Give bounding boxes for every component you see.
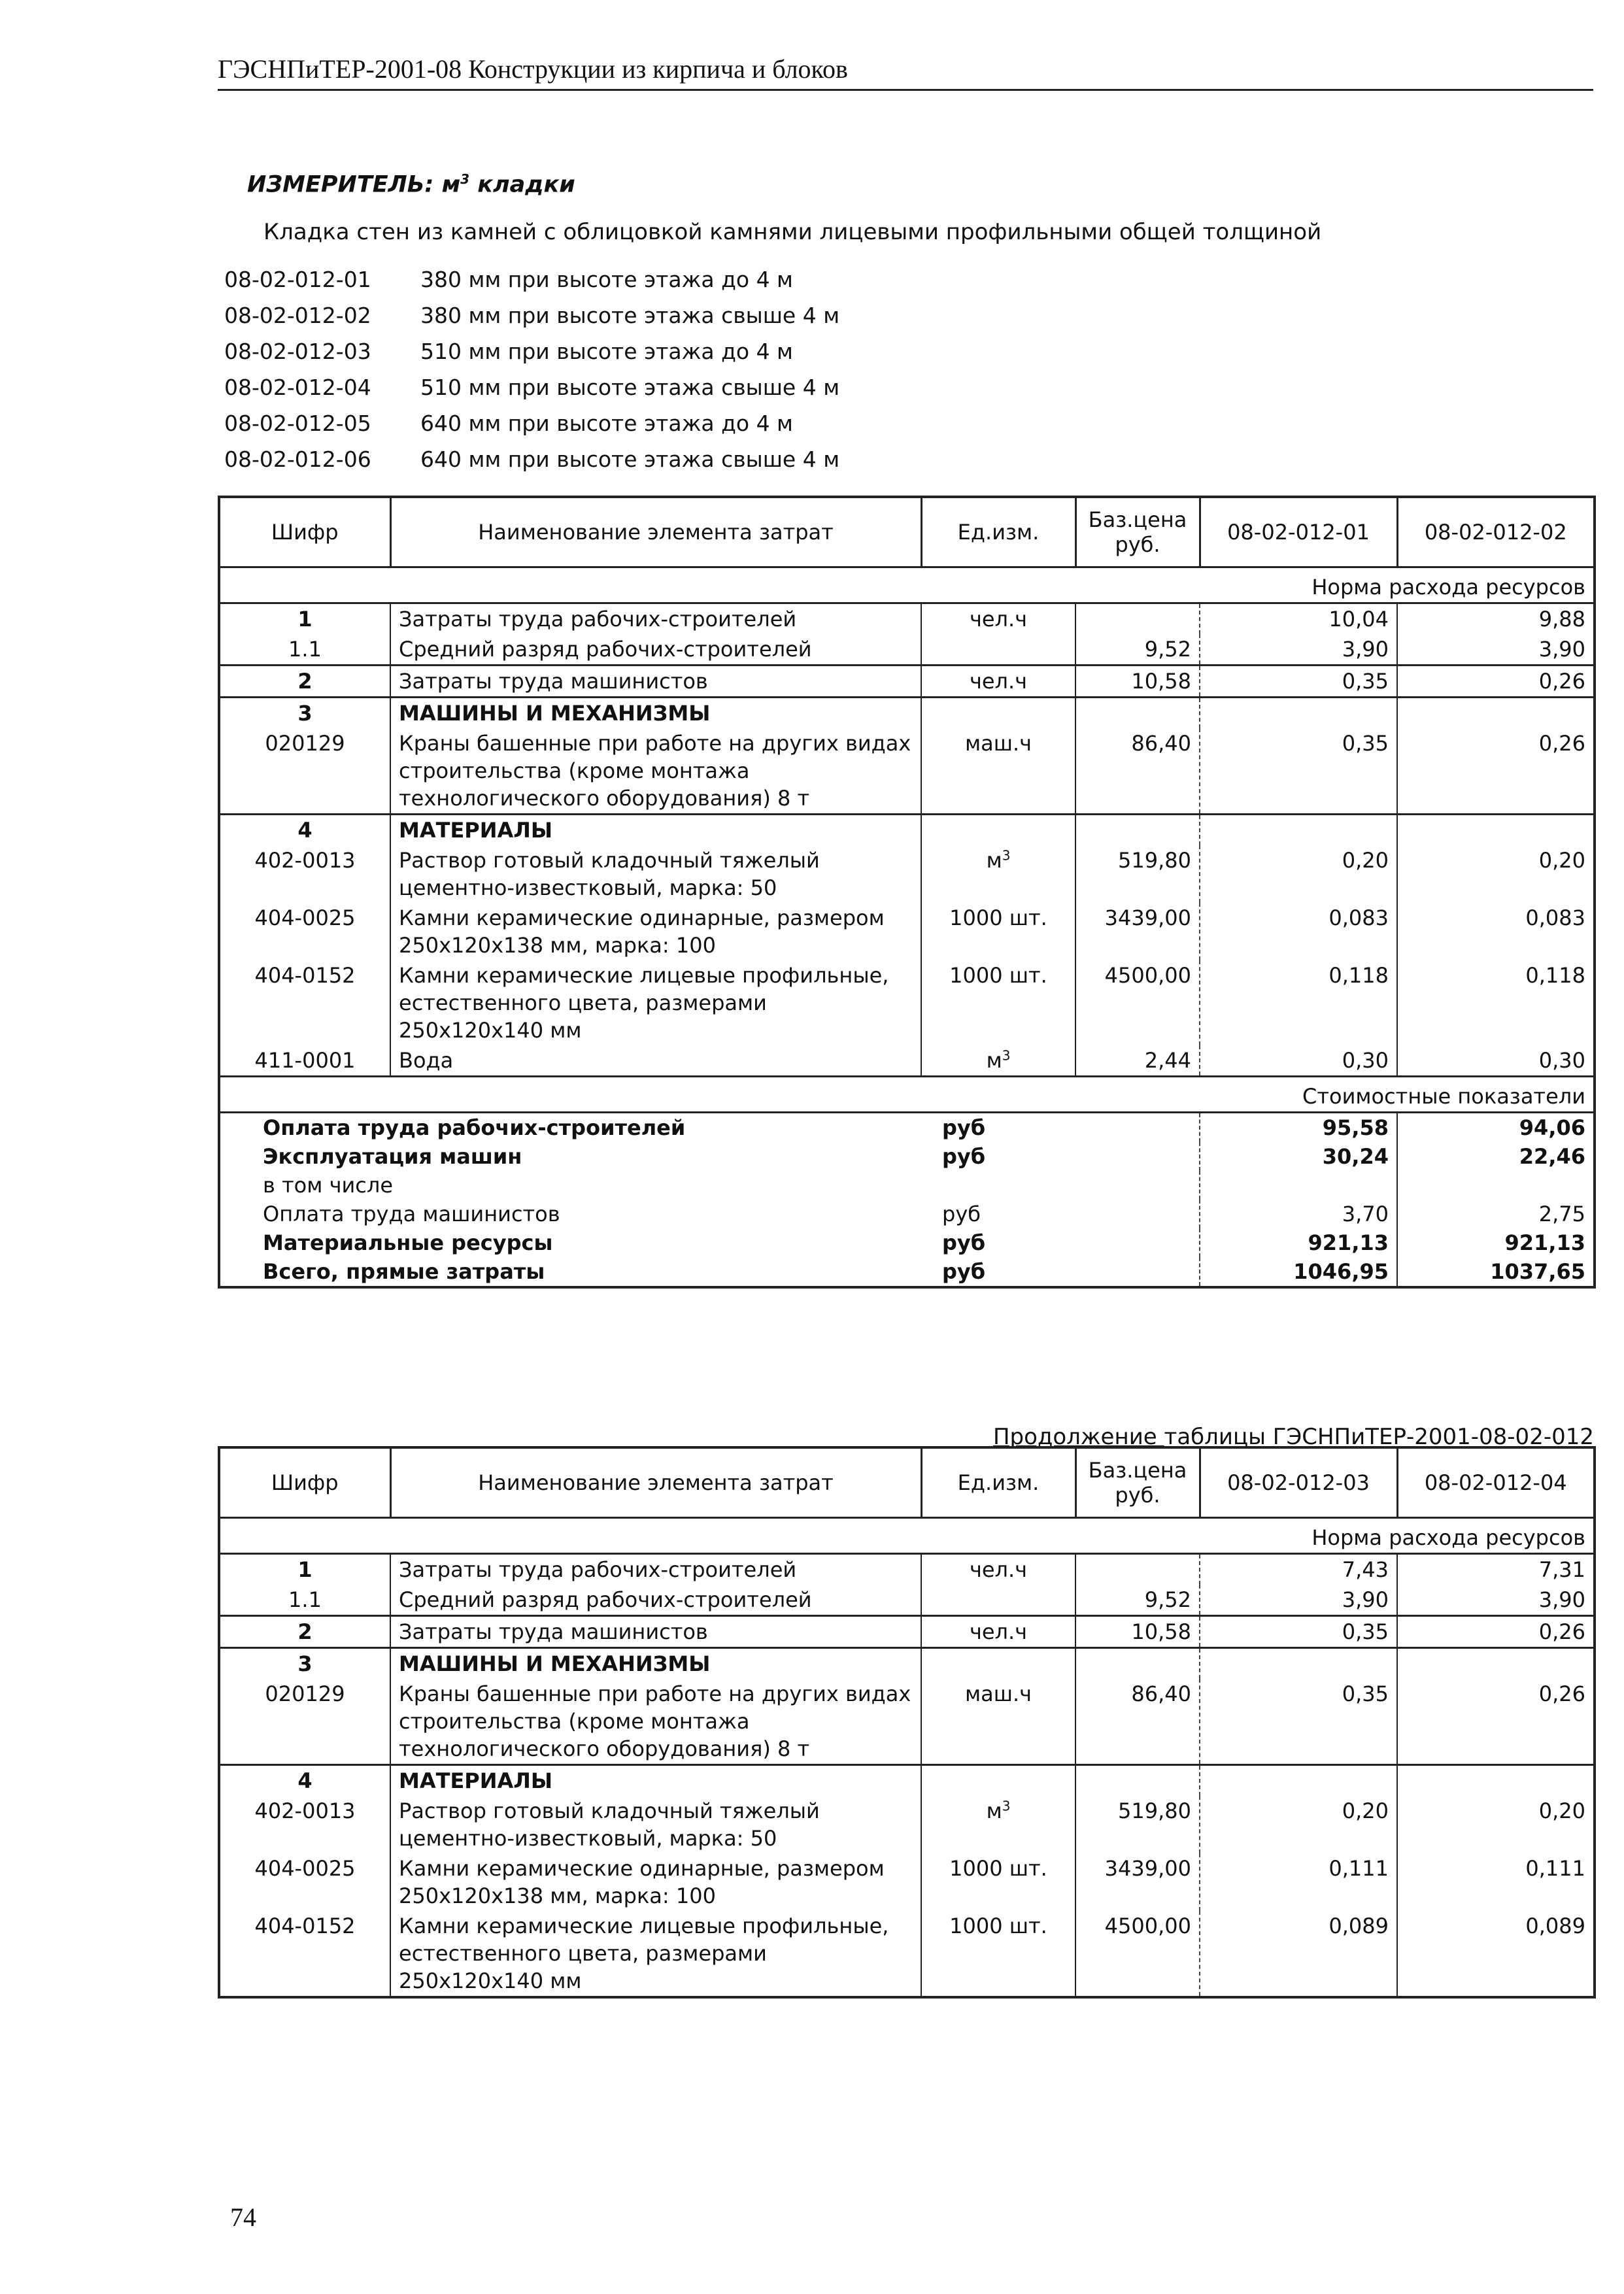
cost-value-b: [1397, 1171, 1595, 1200]
row-code: 1: [219, 603, 390, 635]
table-row: [219, 1616, 1595, 1648]
col-header-price-line2: руб.: [1115, 532, 1160, 557]
row-price: 3439,00: [1075, 903, 1200, 960]
row-name: Камни керамические лицевые профильные, естественного цвета, размерами 250х120х140 мм: [390, 1911, 921, 1997]
row-name: МАТЕРИАЛЫ: [390, 815, 921, 846]
row-value-a: 0,35: [1200, 666, 1397, 698]
row-price: 519,80: [1075, 845, 1200, 903]
row-unit-sup: 3: [1002, 1798, 1011, 1814]
row-name: Затраты труда рабочих-строителей: [390, 1554, 921, 1585]
cost-value-a: [1200, 1171, 1397, 1200]
row-code: 404-0152: [219, 960, 390, 1045]
measure-unit-sup: 3: [460, 171, 470, 187]
row-price: [1075, 1554, 1200, 1585]
row-unit-text: м: [986, 1048, 1002, 1073]
page-number: 74: [230, 2202, 256, 2232]
table-row: [219, 845, 1595, 903]
row-name: МАШИНЫ И МЕХАНИЗМЫ: [390, 1648, 921, 1679]
code-list-code: 08-02-012-01: [224, 267, 371, 292]
row-unit: 1000 шт.: [921, 960, 1075, 1045]
row-code: 020129: [219, 1679, 390, 1765]
row-value-b: [1397, 815, 1595, 846]
col-header-price-line1: Баз.цена: [1088, 507, 1187, 532]
col-header-name: Наименование элемента затрат: [390, 1447, 921, 1518]
row-price: 3439,00: [1075, 1853, 1200, 1911]
col-header-code: Шифр: [219, 1447, 390, 1518]
code-list-code: 08-02-012-05: [224, 411, 371, 436]
cost-price: [1075, 1228, 1200, 1257]
row-price: [1075, 1648, 1200, 1679]
row-code: 2: [219, 666, 390, 698]
row-value-a: 0,089: [1200, 1911, 1397, 1997]
row-code: 4: [219, 1765, 390, 1796]
cost-label: в том числе: [263, 1173, 393, 1198]
row-value-b: 0,26: [1397, 666, 1595, 698]
row-unit: чел.ч: [921, 666, 1075, 698]
col-header-unit: Ед.изм.: [921, 497, 1075, 567]
row-unit: маш.ч: [921, 728, 1075, 815]
row-unit-sup: 3: [1002, 1047, 1011, 1064]
code-list-item: [224, 297, 839, 333]
row-unit: 1000 шт.: [921, 903, 1075, 960]
col-header-price-line1: Баз.цена: [1088, 1458, 1187, 1483]
table-header-row: [219, 497, 1595, 567]
cost-unit: руб: [942, 1115, 986, 1140]
row-name: Краны башенные при работе на других видах строительства (кроме монтажа технологического оборудования) 8 т: [390, 1679, 921, 1765]
row-value-a: [1200, 1765, 1397, 1796]
col-header-norm-a: 08-02-012-01: [1200, 497, 1397, 567]
cost-value-b: 921,13: [1504, 1230, 1585, 1255]
row-price: 4500,00: [1075, 1911, 1200, 1997]
cost-label: Материальные ресурсы: [263, 1230, 553, 1255]
measure-label: ИЗМЕРИТЕЛЬ:: [247, 171, 434, 198]
cost-value-b: 22,46: [1519, 1144, 1585, 1169]
row-unit: 1000 шт.: [921, 1853, 1075, 1911]
row-code: 411-0001: [219, 1045, 390, 1077]
row-price: [1075, 698, 1200, 729]
row-unit-sup: 3: [1002, 847, 1011, 864]
code-list-item: [224, 261, 839, 297]
col-header-code: Шифр: [219, 497, 390, 567]
cost-row: [219, 1200, 1595, 1228]
row-value-b: 0,26: [1538, 1681, 1585, 1706]
row-code: 3: [219, 1648, 390, 1679]
cost-row: [219, 1171, 1595, 1200]
code-list-code: 08-02-012-04: [224, 375, 371, 400]
row-name: Камни керамические лицевые профильные, естественного цвета, размерами 250х120х140 мм: [390, 960, 921, 1045]
row-value-a: 0,20: [1200, 845, 1397, 903]
row-name: Раствор готовый кладочный тяжелый цементно-известковый, марка: 50: [390, 1796, 921, 1853]
cost-value-a: 95,58: [1200, 1113, 1397, 1143]
row-code: 4: [219, 815, 390, 846]
cost-row: [219, 1228, 1595, 1257]
code-list: [224, 261, 839, 477]
row-code: 404-0025: [219, 1853, 390, 1911]
section-row-norms: [219, 1518, 1595, 1554]
cost-row: [219, 1142, 1595, 1171]
table-row: [219, 1796, 1595, 1853]
row-name: Камни керамические одинарные, размером 250х120х138 мм, марка: 100: [390, 903, 921, 960]
cost-row: [219, 1257, 1595, 1287]
row-value-b: [1397, 698, 1595, 729]
col-header-name: Наименование элемента затрат: [390, 497, 921, 567]
row-price: 86,40: [1075, 1679, 1200, 1765]
row-value-a: 10,04: [1200, 603, 1397, 635]
intro-text: Кладка стен из камней с облицовкой камнями лицевыми профильными общей толщиной: [263, 219, 1322, 245]
row-price: 9,52: [1075, 634, 1200, 666]
col-header-norm-b: 08-02-012-04: [1397, 1447, 1595, 1518]
cost-value-a: 3,70: [1200, 1200, 1397, 1228]
row-unit: [921, 1796, 1075, 1853]
row-value-a: 0,083: [1200, 903, 1397, 960]
row-code: 1.1: [219, 634, 390, 666]
row-name: Затраты труда машинистов: [390, 666, 921, 698]
code-list-item: [224, 441, 839, 477]
row-value-b: 9,88: [1538, 607, 1585, 632]
table-header-row: [219, 1447, 1595, 1518]
code-list-desc: 510 мм при высоте этажа свыше 4 м: [420, 375, 840, 400]
row-unit: [921, 1045, 1075, 1077]
row-value-a: [1200, 1648, 1397, 1679]
row-price: 9,52: [1075, 1585, 1200, 1616]
section-label-costs: Стоимостные показатели: [219, 1077, 1595, 1113]
table-row: [219, 1853, 1595, 1911]
row-price: 4500,00: [1075, 960, 1200, 1045]
cost-price: [1075, 1142, 1200, 1171]
cost-label: Оплата труда машинистов: [263, 1202, 560, 1226]
continuation-rest: таблицы ГЭСНПиТЕР-2001-08-02-012: [1164, 1424, 1594, 1450]
row-value-b: 0,083: [1525, 905, 1585, 930]
row-unit: [921, 1765, 1075, 1796]
row-unit: [921, 698, 1075, 729]
row-value-b: 7,31: [1538, 1557, 1585, 1582]
table-row: [219, 1679, 1595, 1765]
page-header: ГЭСНПиТЕР-2001-08 Конструкции из кирпича и блоков: [218, 54, 848, 84]
row-code: 402-0013: [219, 845, 390, 903]
row-value-b: 0,26: [1397, 1616, 1595, 1648]
row-name: Средний разряд рабочих-строителей: [390, 1585, 921, 1616]
row-name: Затраты труда машинистов: [390, 1616, 921, 1648]
row-code: 3: [219, 698, 390, 729]
code-list-code: 08-02-012-03: [224, 339, 371, 364]
code-list-item: [224, 333, 839, 369]
row-code: 1: [219, 1554, 390, 1585]
cost-unit: руб: [942, 1202, 981, 1226]
code-list-desc: 640 мм при высоте этажа до 4 м: [420, 411, 793, 436]
norms-table-1: [218, 496, 1596, 1289]
row-name: Камни керамические одинарные, размером 250х120х138 мм, марка: 100: [390, 1853, 921, 1911]
header-rule: [218, 89, 1593, 91]
cost-row: [219, 1113, 1595, 1143]
table-row: [219, 960, 1595, 1045]
cost-value-b: 94,06: [1519, 1115, 1585, 1140]
cost-value-a: 921,13: [1200, 1228, 1397, 1257]
measure-line: [247, 171, 575, 198]
code-list-code: 08-02-012-06: [224, 447, 371, 472]
row-value-a: [1200, 815, 1397, 846]
row-value-a: 0,35: [1200, 728, 1397, 815]
row-code: 020129: [219, 728, 390, 815]
row-value-a: 0,20: [1200, 1796, 1397, 1853]
row-unit: [921, 634, 1075, 666]
cost-price: [1075, 1200, 1200, 1228]
row-unit: чел.ч: [921, 1616, 1075, 1648]
row-price: 10,58: [1075, 1616, 1200, 1648]
table-row: [219, 603, 1595, 635]
table-row: [219, 728, 1595, 815]
row-unit: 1000 шт.: [921, 1911, 1075, 1997]
cost-unit: руб: [942, 1144, 986, 1169]
row-code: 404-0025: [219, 903, 390, 960]
row-unit: маш.ч: [921, 1679, 1075, 1765]
section-row-costs: [219, 1077, 1595, 1113]
row-value-a: 7,43: [1200, 1554, 1397, 1585]
row-unit: чел.ч: [921, 603, 1075, 635]
row-name: Раствор готовый кладочный тяжелый цементно-известковый, марка: 50: [390, 845, 921, 903]
row-value-a: 0,30: [1200, 1045, 1397, 1077]
norms-table-2: [218, 1446, 1596, 1999]
code-list-desc: 380 мм при высоте этажа свыше 4 м: [420, 303, 840, 328]
section-label-norms: Норма расхода ресурсов: [219, 1518, 1595, 1554]
row-value-a: 0,111: [1200, 1853, 1397, 1911]
row-code: 404-0152: [219, 1911, 390, 1997]
row-name: МАШИНЫ И МЕХАНИЗМЫ: [390, 698, 921, 729]
table-row: [219, 1045, 1595, 1077]
table-row: [219, 698, 1595, 729]
row-value-a: 3,90: [1200, 1585, 1397, 1616]
code-list-code: 08-02-012-02: [224, 303, 371, 328]
row-value-b: [1397, 1765, 1595, 1796]
row-value-b: 0,20: [1538, 848, 1585, 873]
row-value-b: [1397, 1648, 1595, 1679]
row-name: Средний разряд рабочих-строителей: [390, 634, 921, 666]
cost-value-a: 1046,95: [1200, 1257, 1397, 1287]
row-value-b: 0,089: [1525, 1914, 1585, 1938]
code-list-desc: 380 мм при высоте этажа до 4 м: [420, 267, 793, 292]
cost-price: [1075, 1171, 1200, 1200]
row-value-a: 0,35: [1200, 1616, 1397, 1648]
code-list-desc: 640 мм при высоте этажа свыше 4 м: [420, 447, 840, 472]
measure-unit-rest: кладки: [469, 171, 575, 198]
row-name: Вода: [390, 1045, 921, 1077]
row-value-a: [1200, 698, 1397, 729]
col-header-unit: Ед.изм.: [921, 1447, 1075, 1518]
cost-label: Эксплуатация машин: [263, 1144, 522, 1169]
row-value-a: 0,35: [1200, 1679, 1397, 1765]
cost-value-b: 2,75: [1538, 1202, 1585, 1226]
measure-unit: м: [441, 171, 461, 198]
col-header-price: [1075, 497, 1200, 567]
col-header-norm-b: 08-02-012-02: [1397, 497, 1595, 567]
row-price: [1075, 815, 1200, 846]
row-name: Затраты труда рабочих-строителей: [390, 603, 921, 635]
row-price: [1075, 1765, 1200, 1796]
row-value-b: 0,118: [1525, 963, 1585, 988]
code-list-item: [224, 369, 839, 405]
row-unit: [921, 1648, 1075, 1679]
row-value-b: 0,26: [1538, 731, 1585, 756]
row-unit: [921, 1585, 1075, 1616]
table-row: [219, 634, 1595, 666]
row-code: 402-0013: [219, 1796, 390, 1853]
row-unit-text: м: [986, 848, 1002, 873]
cost-value-a: 30,24: [1200, 1142, 1397, 1171]
cost-price: [1075, 1113, 1200, 1143]
col-header-norm-a: 08-02-012-03: [1200, 1447, 1397, 1518]
row-unit: чел.ч: [921, 1554, 1075, 1585]
section-label-norms: Норма расхода ресурсов: [219, 567, 1595, 603]
table-row: [219, 666, 1595, 698]
row-price: [1075, 603, 1200, 635]
row-value-a: 3,90: [1200, 634, 1397, 666]
table-row: [219, 1585, 1595, 1616]
row-name: МАТЕРИАЛЫ: [390, 1765, 921, 1796]
row-name: Краны башенные при работе на других видах строительства (кроме монтажа технологического оборудования) 8 т: [390, 728, 921, 815]
row-value-b: 0,30: [1538, 1048, 1585, 1073]
cost-label: Оплата труда рабочих-строителей: [263, 1115, 686, 1140]
row-unit: [921, 815, 1075, 846]
col-header-price-line2: руб.: [1115, 1483, 1160, 1508]
table-row: [219, 1648, 1595, 1679]
cost-label: Всего, прямые затраты: [263, 1259, 545, 1284]
row-price: 10,58: [1075, 666, 1200, 698]
section-row-norms: [219, 567, 1595, 603]
row-price: 2,44: [1075, 1045, 1200, 1077]
cost-value-b: 1037,65: [1490, 1259, 1585, 1284]
code-list-item: [224, 405, 839, 441]
row-value-a: 0,118: [1200, 960, 1397, 1045]
row-unit: [921, 845, 1075, 903]
row-code: 2: [219, 1616, 390, 1648]
row-price: 86,40: [1075, 728, 1200, 815]
cost-price: [1075, 1257, 1200, 1287]
cost-unit: [921, 1171, 1075, 1200]
cost-unit: руб: [942, 1259, 986, 1284]
table-row: [219, 1554, 1595, 1585]
cost-unit: руб: [942, 1230, 986, 1255]
row-unit-text: м: [986, 1798, 1002, 1823]
row-value-b: 0,111: [1525, 1856, 1585, 1881]
table-row: [219, 903, 1595, 960]
row-value-b: 0,20: [1538, 1798, 1585, 1823]
table-row: [219, 815, 1595, 846]
table-row: [219, 1765, 1595, 1796]
col-header-price: [1075, 1447, 1200, 1518]
row-code: 1.1: [219, 1585, 390, 1616]
row-value-b: 3,90: [1538, 637, 1585, 662]
code-list-desc: 510 мм при высоте этажа до 4 м: [420, 339, 793, 364]
table-row: [219, 1911, 1595, 1997]
continuation-prefix: Продолжение: [992, 1424, 1164, 1450]
row-value-b: 3,90: [1538, 1587, 1585, 1612]
row-price: 519,80: [1075, 1796, 1200, 1853]
